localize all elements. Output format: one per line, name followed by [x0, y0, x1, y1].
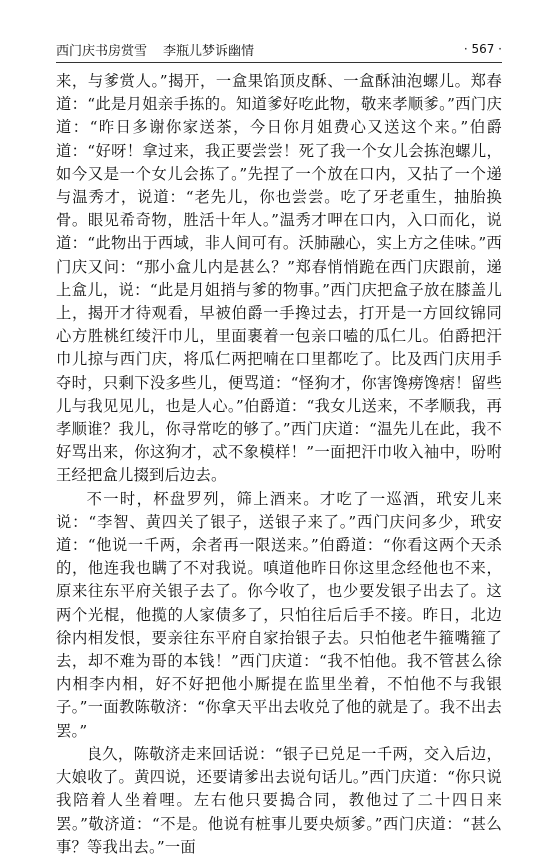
book-title: 西门庆书房赏雪: [56, 43, 148, 59]
paragraph: 良久，陈敬济走来回话说：“银子已兑足一千两，交入后边，大娘收了。黄四说，还要请爹出去说句话儿。”西门庆道：“你只说我陪着人坐着哩。左右他只要搗合同，教他过了二十四日来罢。”敬济道：“不是。他说有桩事儿要央烦爹。”西门庆道：“甚么事？等我出去。”一面: [56, 744, 502, 856]
chapter-title: 李瓶儿梦诉幽情: [163, 43, 255, 59]
page-number: · 567 ·: [463, 42, 502, 56]
paragraph: 不一时，杯盘罗列，筛上酒来。才吃了一巡酒，玳安儿来说：“李智、黄四关了银子，送银子来了。”西门庆问多少，玳安道：“他说一千两，余者再一限送来。”伯爵道：“你看这两个天杀的，他连我也瞒了不对我说。嗔道他昨日你这里念经他也不来，原来往东平府关银子去了。你今收了，也少要发银子出去了。这两个光棍，他揽的人家债多了，只怕往后后手不接。昨日，北边徐内相发恨，要亲往东平府自家抬银子去。只怕他老牛箍嘴箍了去，却不难为哥的本钱！”西门庆道：“我不怕他。我不管甚么徐内相李内相，好不好把他小厮提在监里坐着，不怕他不与我银子。”一面教陈敬济：“你拿天平出去收兑了他的就是了。我不出去罢。”: [56, 489, 502, 740]
header-rule: [56, 62, 502, 63]
paragraph: 来，与爹赏人。”揭开，一盒果馅顶皮酥、一盒酥油泡螺儿。郑春道：“此是月姐亲手拣的。知道爹好吃此物，敬来孝顺爹。”西门庆道：“昨日多谢你家送茶，今日你月姐费心又送这个来。”伯爵道：“好呀！拿过来，我正要尝尝！死了我一个女儿会拣泡螺儿，如今又是一个女儿会拣了。”先捏了一个放在口内，又拈了一个递与温秀才，说道：“老先儿，你也尝尝。吃了牙老重生，抽胎换骨。眼见希奇物，胜活十年人。”温秀才呷在口内，入口而化，说道：“此物出于西域，非人间可有。沃肺融心，实上方之佳味。”西门庆又问：“那小盒儿内是甚么？”郑春悄悄跪在西门庆跟前，递上盒儿，说：“此是月姐捎与爹的物事。”西门庆把盒子放在膝盖儿上，揭开才待观看，早被伯爵一手搀过去，打开是一方回纹锦同心方胜桃红绫汗巾儿，里面裹着一包亲口嗑的瓜仁儿。伯爵把汗巾儿掠与西门庆，将瓜仁两把喃在口里都吃了。比及西门庆用手夺时，只剩下没多些儿，便骂道：“怪狗才，你害馋痨馋痞！留些儿与我见见儿，也是人心。”伯爵道：“我女儿送来，不孝顺我，再孝顺谁？我儿，你寻常吃的够了。”西门庆道：“温先儿在此，我不好骂出来，你这狗才，忒不象模样！”一面把汗巾收入袖中，吩咐王经把盒儿掇到后边去。: [56, 72, 502, 485]
body-text: [56, 70, 502, 856]
running-header: [56, 40, 502, 58]
header-titles: [56, 40, 254, 59]
